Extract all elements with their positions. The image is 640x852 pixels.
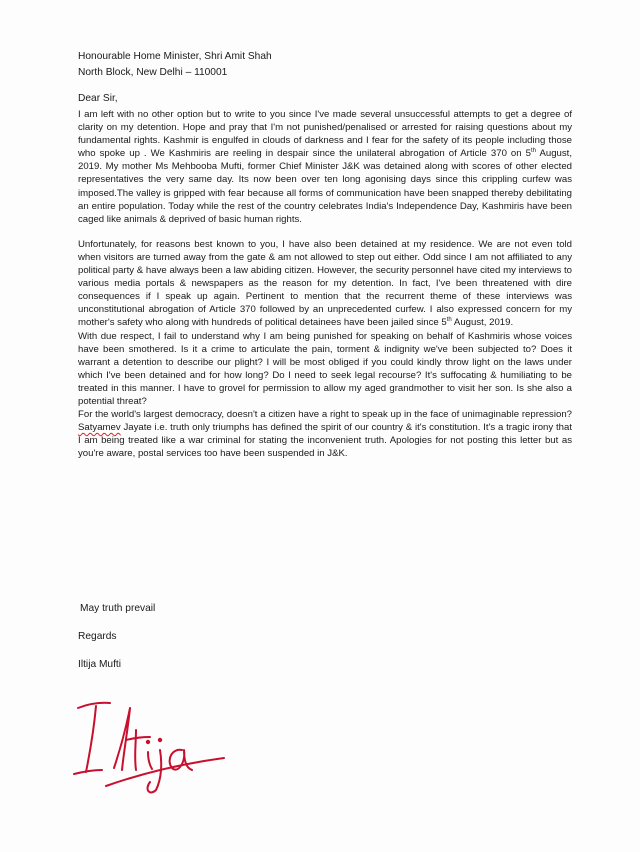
recipient-line-1: Honourable Home Minister, Shri Amit Shah: [78, 51, 272, 62]
handwritten-signature: [70, 690, 230, 800]
closing-motto: May truth prevail: [80, 603, 156, 614]
paragraph-4-part-1: For the world's largest democracy, doesn't a citizen have a right to speak up in the face of unimaginable repression?: [78, 409, 572, 421]
recipient-address: [78, 49, 272, 81]
paragraph-1-sup: th: [530, 148, 536, 155]
closing-regards: Regards: [78, 631, 117, 642]
paragraph-2: [78, 238, 572, 330]
paragraph-2-part-1: Unfortunately, for reasons best known to you, I have also been detained at my residence. We are not even told when visitors are turned away from the gate & am not allowed to step out either. Odd since I am not affiliated to any political party & have always been a law abiding citizen. However, the security personnel have cited my interviews to various media portals & newspapers as the reason for my detention. In fact, I've been threatened with dire consequences if I speak up again. Pertinent to mention that the recurrent theme of these interviews was unconstitutional abrogation of Article 370 followed by an unprecedented curfew. I also expressed concern for my mother's safety who along with hundreds of political detainees have been jailed since 5: [78, 238, 572, 329]
recipient-line-2: North Block, New Delhi – 110001: [78, 67, 228, 78]
paragraph-1: [78, 108, 572, 226]
salutation: Dear Sir,: [78, 93, 118, 104]
spellcheck-flagged-word: Satyamev: [78, 422, 121, 434]
letter-body: [78, 108, 572, 460]
paragraph-4: [78, 408, 572, 460]
closing-name: Iltija Mufti: [78, 659, 122, 670]
paragraph-3: With due respect, I fail to understand why I am being punished for speaking on behalf of Kashmiris whose voices have been smothered. Is it a crime to articulate the pain, torment & indignity we've been subjected to? Does it warrant a detention to describe our plight? I will be most obliged if you could kindly throw light on the laws under which I've been detained and for how long? Do I need to seek legal recourse? It's suffocating & humiliating to be treated in this manner. I have to grovel for permission to allow my aged grandmother to visit her son. Is she also a potential threat?: [78, 330, 572, 407]
paragraph-2-sup: th: [446, 317, 452, 324]
paragraph-4-part-2: Jayate i.e. truth only triumphs has defined the spirit of our country & it's constitution. It's a tragic irony that I am being treated like a war criminal for stating the inconvenient truth. Apologies for not posting this letter but as you're aware, postal services too have been suspended in J&K.: [78, 422, 572, 460]
paragraph-1-part-1: I am left with no other option but to write to you since I've made several unsuccessful attempts to get a degree of clarity on my detention. Hope and pray that I'm not punished/penalised or arrested for raising questions about my fundamental rights. Kashmir is engulfed in clouds of darkness and I fear for the safety of its people including those who spoke up . We Kashmiris are reeling in despair since the unilateral abrogation of Article 370 on 5: [78, 109, 572, 160]
paragraph-1-part-2: August, 2019. My mother Ms Mehbooba Mufti, former Chief Minister J&K was detained along with scores of other elected representatives the very same day. Its now been over ten long agonising days since this crippling curfew was imposed.The valley is gripped with fear because all forms of communication have been snapped thereby debilitating an entire population. Today while the rest of the country celebrates India's Independence Day, Kashmiris have been caged like animals & deprived of basic human rights.: [78, 148, 573, 225]
paragraph-2-part-2: August, 2019.: [451, 317, 514, 329]
